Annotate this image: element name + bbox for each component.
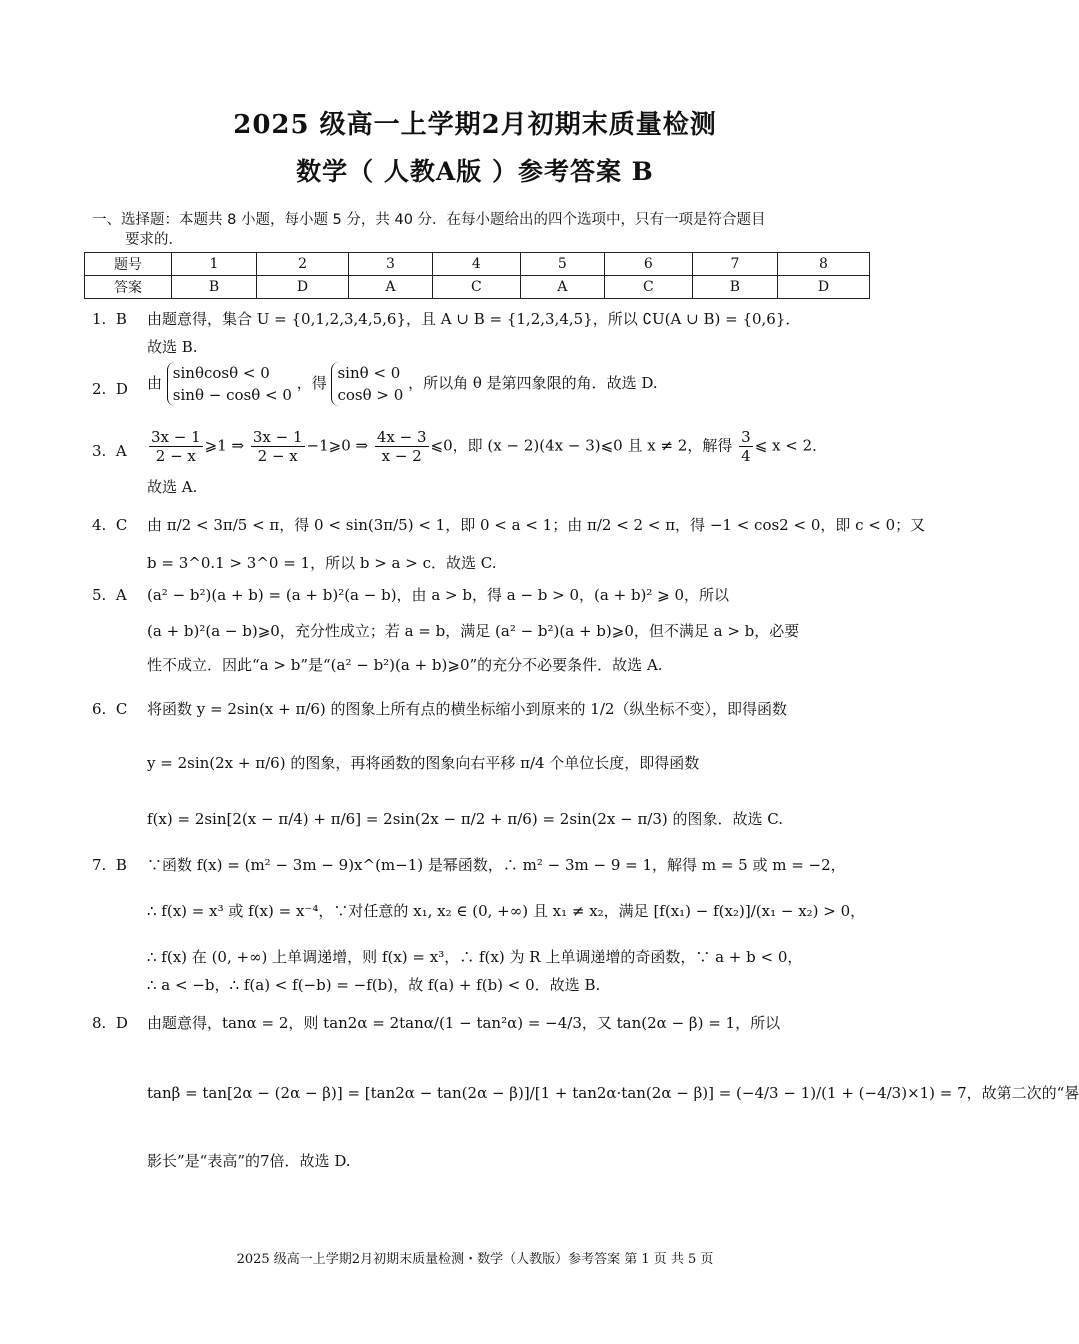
solution-line: 由题意得，tanα = 2，则 tan2α = 2tanα/(1 − tan²α) = −4/3，又 tan(2α − β) = 1，所以 <box>147 1014 781 1032</box>
solution-line: f(x) = 2sin[2(x − π/4) + π/6] = 2sin(2x − π/2 + π/6) = 2sin(2x − π/3) 的图象．故选 C. <box>147 810 783 828</box>
item-number: 2. D <box>92 380 128 398</box>
section-heading <box>92 210 868 250</box>
section-heading-cont: 要求的． <box>125 232 183 248</box>
inequality-system: sinθcosθ < 0 sinθ − cosθ < 0 <box>167 362 292 406</box>
table-cell: 3 <box>349 253 433 276</box>
table-cell: 4 <box>432 253 520 276</box>
solution-line: b = 3^0.1 > 3^0 = 1，所以 b > a > c．故选 C. <box>147 554 497 572</box>
solution-line: (a + b)²(a − b)⩾0，充分性成立；若 a = b，满足 (a² − b²)(a + b)⩾0，但不满足 a > b，必要 <box>147 622 800 640</box>
solution-line: ∴ a < −b，∴ f(a) < f(−b) = −f(b)，故 f(a) + f(b) < 0．故选 B. <box>147 976 601 994</box>
solution-line: 将函数 y = 2sin(x + π/6) 的图象上所有点的横坐标缩小到原来的 1/2（纵坐标不变），即得函数 <box>147 700 787 718</box>
page-title: 2025 级高一上学期2月初期末质量检测 <box>233 110 717 140</box>
table-cell: B <box>172 276 257 299</box>
solution-line: 故选 A. <box>147 478 198 496</box>
item-number: 4. C <box>92 516 128 534</box>
item-number: 1. B <box>92 310 127 328</box>
answer-table <box>84 252 870 299</box>
table-cell: C <box>432 276 520 299</box>
page-footer: 2025 级高一上学期2月初期末质量检测・数学（人教版）参考答案 第 1 页 共 5 页 <box>236 1252 714 1267</box>
table-cell: 7 <box>692 253 777 276</box>
solution-line: 性不成立．因此“a > b”是“(a² − b²)(a + b)⩾0”的充分不必要条件．故选 A. <box>147 656 663 674</box>
solution-line: 由 π/2 < 3π/5 < π，得 0 < sin(3π/5) < 1，即 0 < a < 1；由 π/2 < 2 < π，得 −1 < cos2 < 0，即 c < 0；又 <box>147 516 926 534</box>
table-cell: 8 <box>777 253 869 276</box>
answer-table-row-answers <box>85 276 870 299</box>
table-cell: C <box>604 276 692 299</box>
table-cell: 6 <box>604 253 692 276</box>
solution-line: ∴ f(x) = x³ 或 f(x) = x⁻⁴，∵对任意的 x₁, x₂ ∈ (0, +∞) 且 x₁ ≠ x₂，满足 [f(x₁) − f(x₂)]/(x₁ − x₂) > 0， <box>147 902 866 920</box>
table-cell: D <box>257 276 349 299</box>
page-subtitle: 数学（ 人教A版 ）参考答案 B <box>296 157 654 186</box>
inequality-system: sinθ < 0 cosθ > 0 <box>331 362 403 406</box>
table-cell: 5 <box>520 253 604 276</box>
solution-line: 影长”是“表高”的7倍．故选 D. <box>147 1152 351 1170</box>
item-number: 7. B <box>92 856 127 874</box>
fraction: $\frac{3x - 1}{2 - x}$ <box>252 428 303 465</box>
table-cell: A <box>349 276 433 299</box>
row-label-answer: 答案 <box>85 276 172 299</box>
fraction: $\frac{3x - 1}{2 - x}$ <box>151 428 201 465</box>
solution-line: 由 sinθcosθ < 0 sinθ − cosθ < 0 ，得 sinθ < 0 cosθ > 0 ，所以角 θ 是第四象限的角．故选 D. <box>147 364 658 404</box>
solution-line: tanβ = tan[2α − (2α − β)] = [tan2α − tan(2α − β)]/[1 + tan2α·tan(2α − β)] = (−4/3 − 1)/(1 + (−4/3)×1) = 7，故第二次的“晷 <box>147 1084 1079 1102</box>
solution-line: 故选 B. <box>147 338 198 356</box>
fraction: $\frac{4x - 3}{x - 2}$ <box>376 428 427 465</box>
item-number: 8. D <box>92 1014 128 1032</box>
table-cell: D <box>777 276 869 299</box>
item-number: 6. C <box>92 700 128 718</box>
row-label-number: 题号 <box>85 253 172 276</box>
table-cell: 2 <box>257 253 349 276</box>
solution-line: 由题意得，集合 U = {0,1,2,3,4,5,6}，且 A ∪ B = {1,2,3,4,5}，所以 ∁U(A ∪ B) = {0,6}． <box>147 310 801 328</box>
table-cell: B <box>692 276 777 299</box>
solution-line: ∴ f(x) 在 (0, +∞) 上单调递增，则 f(x) = x³，∴ f(x) 为 R 上单调递增的奇函数，∵ a + b < 0， <box>147 948 803 966</box>
solution-line: $\frac{3x - 1}{2 - x}$ ⩾1 ⇒ $\frac{3x - 1}{2 - x}$ −1⩾0 ⇒ $\frac{4x - 3}{x - 2}$ ⩽0，即 (x − 2)(4x − 3)⩽0 且 x ≠ 2，解得 $\frac{3}{4}$ ⩽ x < 2． <box>151 428 828 465</box>
section-heading-text: 一、选择题：本题共 8 小题，每小题 5 分，共 40 分．在每小题给出的四个选项中，只有一项是符合题目 <box>92 212 766 228</box>
answer-table-row-numbers <box>85 253 870 276</box>
solution-line: (a² − b²)(a + b) = (a + b)²(a − b)，由 a > b，得 a − b > 0，(a + b)² ⩾ 0，所以 <box>147 586 730 604</box>
item-number: 3. A <box>92 442 127 460</box>
fraction: $\frac{3}{4}$ <box>741 428 751 465</box>
table-cell: 1 <box>172 253 257 276</box>
table-cell: A <box>520 276 604 299</box>
item-number: 5. A <box>92 586 127 604</box>
solution-line: y = 2sin(2x + π/6) 的图象，再将函数的图象向右平移 π/4 个单位长度，即得函数 <box>147 754 700 772</box>
solution-line: ∵函数 f(x) = (m² − 3m − 9)x^(m−1) 是幂函数，∴ m² − 3m − 9 = 1，解得 m = 5 或 m = −2， <box>147 856 846 874</box>
